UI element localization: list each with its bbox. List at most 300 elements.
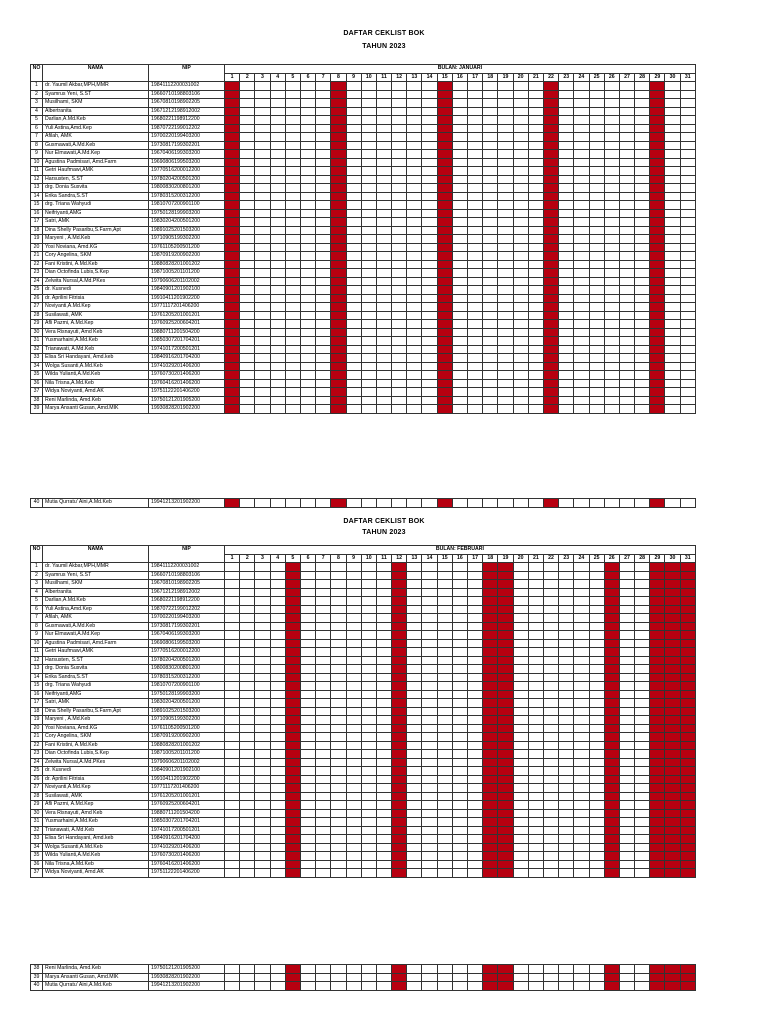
checklist-cell[interactable] (528, 826, 543, 835)
holiday-cell[interactable] (285, 597, 300, 606)
checklist-cell[interactable] (498, 294, 513, 303)
checklist-cell[interactable] (422, 294, 437, 303)
checklist-cell[interactable] (331, 784, 346, 793)
checklist-cell[interactable] (483, 82, 498, 91)
checklist-cell[interactable] (635, 175, 650, 184)
checklist-cell[interactable] (665, 252, 680, 261)
checklist-cell[interactable] (255, 622, 270, 631)
checklist-cell[interactable] (376, 784, 391, 793)
checklist-cell[interactable] (635, 260, 650, 269)
checklist-cell[interactable] (376, 209, 391, 218)
checklist-cell[interactable] (361, 116, 376, 125)
checklist-cell[interactable] (604, 107, 619, 116)
checklist-cell[interactable] (452, 209, 467, 218)
checklist-cell[interactable] (635, 201, 650, 210)
checklist-cell[interactable] (619, 218, 634, 227)
checklist-cell[interactable] (513, 192, 528, 201)
checklist-cell[interactable] (255, 733, 270, 742)
holiday-cell[interactable] (650, 243, 665, 252)
checklist-cell[interactable] (528, 784, 543, 793)
checklist-cell[interactable] (407, 277, 422, 286)
checklist-cell[interactable] (255, 580, 270, 589)
holiday-cell[interactable] (543, 252, 558, 261)
checklist-cell[interactable] (635, 656, 650, 665)
holiday-cell[interactable] (680, 639, 695, 648)
checklist-cell[interactable] (300, 260, 315, 269)
holiday-cell[interactable] (650, 90, 665, 99)
checklist-cell[interactable] (589, 639, 604, 648)
checklist-cell[interactable] (225, 818, 240, 827)
holiday-cell[interactable] (543, 337, 558, 346)
checklist-cell[interactable] (316, 99, 331, 108)
holiday-cell[interactable] (650, 184, 665, 193)
checklist-cell[interactable] (407, 605, 422, 614)
checklist-cell[interactable] (300, 716, 315, 725)
checklist-cell[interactable] (559, 982, 574, 991)
checklist-cell[interactable] (316, 597, 331, 606)
checklist-cell[interactable] (255, 354, 270, 363)
checklist-cell[interactable] (225, 588, 240, 597)
checklist-cell[interactable] (422, 499, 437, 508)
checklist-cell[interactable] (604, 354, 619, 363)
checklist-cell[interactable] (300, 707, 315, 716)
checklist-cell[interactable] (376, 835, 391, 844)
checklist-cell[interactable] (376, 201, 391, 210)
checklist-cell[interactable] (574, 809, 589, 818)
checklist-cell[interactable] (376, 294, 391, 303)
holiday-cell[interactable] (437, 269, 452, 278)
checklist-cell[interactable] (468, 218, 483, 227)
checklist-cell[interactable] (270, 965, 285, 974)
checklist-cell[interactable] (361, 733, 376, 742)
checklist-cell[interactable] (376, 588, 391, 597)
checklist-cell[interactable] (528, 388, 543, 397)
checklist-cell[interactable] (285, 116, 300, 125)
checklist-cell[interactable] (559, 277, 574, 286)
checklist-cell[interactable] (376, 690, 391, 699)
checklist-cell[interactable] (255, 328, 270, 337)
holiday-cell[interactable] (437, 362, 452, 371)
holiday-cell[interactable] (331, 107, 346, 116)
holiday-cell[interactable] (498, 605, 513, 614)
checklist-cell[interactable] (528, 150, 543, 159)
holiday-cell[interactable] (483, 750, 498, 759)
checklist-cell[interactable] (346, 869, 361, 878)
checklist-cell[interactable] (285, 184, 300, 193)
checklist-cell[interactable] (680, 150, 695, 159)
checklist-cell[interactable] (498, 371, 513, 380)
holiday-cell[interactable] (604, 622, 619, 631)
checklist-cell[interactable] (468, 965, 483, 974)
checklist-cell[interactable] (361, 597, 376, 606)
checklist-cell[interactable] (346, 158, 361, 167)
checklist-cell[interactable] (574, 656, 589, 665)
checklist-cell[interactable] (513, 775, 528, 784)
checklist-cell[interactable] (680, 201, 695, 210)
checklist-cell[interactable] (468, 371, 483, 380)
checklist-cell[interactable] (346, 973, 361, 982)
checklist-cell[interactable] (437, 648, 452, 657)
checklist-cell[interactable] (635, 362, 650, 371)
holiday-cell[interactable] (285, 860, 300, 869)
checklist-cell[interactable] (361, 982, 376, 991)
checklist-cell[interactable] (285, 209, 300, 218)
checklist-cell[interactable] (437, 588, 452, 597)
holiday-cell[interactable] (680, 580, 695, 589)
holiday-cell[interactable] (285, 648, 300, 657)
holiday-cell[interactable] (665, 758, 680, 767)
checklist-cell[interactable] (574, 260, 589, 269)
checklist-cell[interactable] (619, 588, 634, 597)
checklist-cell[interactable] (285, 192, 300, 201)
holiday-cell[interactable] (665, 835, 680, 844)
checklist-cell[interactable] (407, 622, 422, 631)
checklist-cell[interactable] (316, 682, 331, 691)
checklist-cell[interactable] (407, 184, 422, 193)
checklist-cell[interactable] (255, 252, 270, 261)
checklist-cell[interactable] (331, 639, 346, 648)
checklist-cell[interactable] (240, 184, 255, 193)
checklist-cell[interactable] (604, 379, 619, 388)
checklist-cell[interactable] (574, 150, 589, 159)
checklist-cell[interactable] (240, 337, 255, 346)
checklist-cell[interactable] (528, 809, 543, 818)
checklist-cell[interactable] (574, 801, 589, 810)
checklist-cell[interactable] (528, 588, 543, 597)
holiday-cell[interactable] (543, 82, 558, 91)
holiday-cell[interactable] (680, 869, 695, 878)
checklist-cell[interactable] (240, 209, 255, 218)
checklist-cell[interactable] (255, 563, 270, 572)
checklist-cell[interactable] (604, 286, 619, 295)
checklist-cell[interactable] (635, 682, 650, 691)
checklist-cell[interactable] (589, 860, 604, 869)
checklist-cell[interactable] (407, 707, 422, 716)
checklist-cell[interactable] (392, 90, 407, 99)
checklist-cell[interactable] (528, 405, 543, 414)
checklist-cell[interactable] (604, 303, 619, 312)
checklist-cell[interactable] (619, 639, 634, 648)
checklist-cell[interactable] (407, 690, 422, 699)
checklist-cell[interactable] (680, 320, 695, 329)
checklist-cell[interactable] (559, 252, 574, 261)
checklist-cell[interactable] (346, 707, 361, 716)
checklist-cell[interactable] (619, 605, 634, 614)
checklist-cell[interactable] (331, 648, 346, 657)
checklist-cell[interactable] (468, 141, 483, 150)
checklist-cell[interactable] (437, 699, 452, 708)
checklist-cell[interactable] (316, 818, 331, 827)
checklist-cell[interactable] (376, 818, 391, 827)
holiday-cell[interactable] (331, 362, 346, 371)
checklist-cell[interactable] (376, 252, 391, 261)
checklist-cell[interactable] (422, 107, 437, 116)
checklist-cell[interactable] (635, 605, 650, 614)
checklist-cell[interactable] (513, 141, 528, 150)
checklist-cell[interactable] (635, 622, 650, 631)
checklist-cell[interactable] (407, 767, 422, 776)
checklist-cell[interactable] (422, 260, 437, 269)
checklist-cell[interactable] (346, 775, 361, 784)
checklist-cell[interactable] (407, 243, 422, 252)
holiday-cell[interactable] (331, 167, 346, 176)
checklist-cell[interactable] (468, 758, 483, 767)
checklist-cell[interactable] (361, 286, 376, 295)
checklist-cell[interactable] (331, 843, 346, 852)
checklist-cell[interactable] (422, 388, 437, 397)
checklist-cell[interactable] (225, 631, 240, 640)
holiday-cell[interactable] (680, 792, 695, 801)
checklist-cell[interactable] (376, 116, 391, 125)
checklist-cell[interactable] (376, 371, 391, 380)
holiday-cell[interactable] (483, 965, 498, 974)
checklist-cell[interactable] (346, 665, 361, 674)
checklist-cell[interactable] (619, 396, 634, 405)
holiday-cell[interactable] (225, 150, 240, 159)
checklist-cell[interactable] (635, 396, 650, 405)
checklist-cell[interactable] (270, 741, 285, 750)
checklist-cell[interactable] (452, 192, 467, 201)
checklist-cell[interactable] (619, 733, 634, 742)
checklist-cell[interactable] (407, 379, 422, 388)
holiday-cell[interactable] (483, 835, 498, 844)
checklist-cell[interactable] (635, 277, 650, 286)
checklist-cell[interactable] (255, 673, 270, 682)
holiday-cell[interactable] (543, 226, 558, 235)
checklist-cell[interactable] (589, 580, 604, 589)
checklist-cell[interactable] (270, 396, 285, 405)
checklist-cell[interactable] (635, 133, 650, 142)
checklist-cell[interactable] (589, 396, 604, 405)
checklist-cell[interactable] (346, 133, 361, 142)
checklist-cell[interactable] (270, 218, 285, 227)
checklist-cell[interactable] (589, 328, 604, 337)
checklist-cell[interactable] (619, 758, 634, 767)
checklist-cell[interactable] (559, 158, 574, 167)
checklist-cell[interactable] (240, 580, 255, 589)
checklist-cell[interactable] (437, 682, 452, 691)
checklist-cell[interactable] (589, 99, 604, 108)
checklist-cell[interactable] (270, 499, 285, 508)
holiday-cell[interactable] (225, 243, 240, 252)
checklist-cell[interactable] (619, 141, 634, 150)
checklist-cell[interactable] (285, 235, 300, 244)
checklist-cell[interactable] (422, 379, 437, 388)
checklist-cell[interactable] (635, 707, 650, 716)
checklist-cell[interactable] (528, 724, 543, 733)
checklist-cell[interactable] (528, 869, 543, 878)
holiday-cell[interactable] (331, 277, 346, 286)
checklist-cell[interactable] (437, 605, 452, 614)
checklist-cell[interactable] (452, 614, 467, 623)
checklist-cell[interactable] (665, 192, 680, 201)
checklist-cell[interactable] (316, 758, 331, 767)
checklist-cell[interactable] (316, 201, 331, 210)
checklist-cell[interactable] (300, 345, 315, 354)
holiday-cell[interactable] (604, 835, 619, 844)
holiday-cell[interactable] (498, 622, 513, 631)
checklist-cell[interactable] (468, 337, 483, 346)
checklist-cell[interactable] (452, 605, 467, 614)
checklist-cell[interactable] (680, 209, 695, 218)
holiday-cell[interactable] (483, 605, 498, 614)
checklist-cell[interactable] (255, 597, 270, 606)
holiday-cell[interactable] (437, 184, 452, 193)
checklist-cell[interactable] (559, 499, 574, 508)
checklist-cell[interactable] (392, 201, 407, 210)
checklist-cell[interactable] (316, 150, 331, 159)
holiday-cell[interactable] (604, 648, 619, 657)
holiday-cell[interactable] (543, 277, 558, 286)
checklist-cell[interactable] (255, 818, 270, 827)
checklist-cell[interactable] (483, 201, 498, 210)
checklist-cell[interactable] (422, 665, 437, 674)
checklist-cell[interactable] (468, 784, 483, 793)
checklist-cell[interactable] (255, 682, 270, 691)
checklist-cell[interactable] (361, 328, 376, 337)
checklist-cell[interactable] (452, 982, 467, 991)
checklist-cell[interactable] (422, 965, 437, 974)
checklist-cell[interactable] (513, 226, 528, 235)
checklist-cell[interactable] (543, 682, 558, 691)
checklist-cell[interactable] (270, 792, 285, 801)
checklist-cell[interactable] (270, 767, 285, 776)
checklist-cell[interactable] (468, 792, 483, 801)
checklist-cell[interactable] (589, 631, 604, 640)
checklist-cell[interactable] (543, 792, 558, 801)
checklist-cell[interactable] (361, 767, 376, 776)
checklist-cell[interactable] (513, 286, 528, 295)
holiday-cell[interactable] (604, 965, 619, 974)
checklist-cell[interactable] (483, 286, 498, 295)
checklist-cell[interactable] (255, 741, 270, 750)
checklist-cell[interactable] (270, 337, 285, 346)
checklist-cell[interactable] (225, 843, 240, 852)
checklist-cell[interactable] (543, 665, 558, 674)
checklist-cell[interactable] (604, 320, 619, 329)
checklist-cell[interactable] (225, 750, 240, 759)
checklist-cell[interactable] (619, 631, 634, 640)
checklist-cell[interactable] (559, 716, 574, 725)
holiday-cell[interactable] (392, 665, 407, 674)
holiday-cell[interactable] (665, 614, 680, 623)
checklist-cell[interactable] (468, 167, 483, 176)
holiday-cell[interactable] (437, 133, 452, 142)
checklist-cell[interactable] (528, 707, 543, 716)
holiday-cell[interactable] (483, 852, 498, 861)
checklist-cell[interactable] (300, 741, 315, 750)
holiday-cell[interactable] (483, 982, 498, 991)
checklist-cell[interactable] (589, 167, 604, 176)
checklist-cell[interactable] (513, 167, 528, 176)
holiday-cell[interactable] (543, 141, 558, 150)
checklist-cell[interactable] (574, 588, 589, 597)
checklist-cell[interactable] (528, 99, 543, 108)
checklist-cell[interactable] (468, 665, 483, 674)
checklist-cell[interactable] (316, 133, 331, 142)
checklist-cell[interactable] (407, 303, 422, 312)
holiday-cell[interactable] (225, 184, 240, 193)
checklist-cell[interactable] (361, 260, 376, 269)
holiday-cell[interactable] (331, 354, 346, 363)
checklist-cell[interactable] (376, 192, 391, 201)
checklist-cell[interactable] (589, 835, 604, 844)
holiday-cell[interactable] (665, 869, 680, 878)
checklist-cell[interactable] (255, 665, 270, 674)
checklist-cell[interactable] (483, 354, 498, 363)
checklist-cell[interactable] (422, 158, 437, 167)
checklist-cell[interactable] (331, 699, 346, 708)
checklist-cell[interactable] (255, 184, 270, 193)
checklist-cell[interactable] (270, 631, 285, 640)
checklist-cell[interactable] (422, 690, 437, 699)
checklist-cell[interactable] (285, 354, 300, 363)
checklist-cell[interactable] (225, 852, 240, 861)
checklist-cell[interactable] (316, 801, 331, 810)
checklist-cell[interactable] (483, 396, 498, 405)
checklist-cell[interactable] (665, 226, 680, 235)
checklist-cell[interactable] (331, 665, 346, 674)
holiday-cell[interactable] (285, 707, 300, 716)
checklist-cell[interactable] (574, 82, 589, 91)
checklist-cell[interactable] (543, 673, 558, 682)
checklist-cell[interactable] (255, 107, 270, 116)
checklist-cell[interactable] (680, 133, 695, 142)
checklist-cell[interactable] (346, 405, 361, 414)
checklist-cell[interactable] (437, 631, 452, 640)
checklist-cell[interactable] (240, 371, 255, 380)
checklist-cell[interactable] (240, 379, 255, 388)
checklist-cell[interactable] (574, 982, 589, 991)
checklist-cell[interactable] (331, 741, 346, 750)
checklist-cell[interactable] (513, 388, 528, 397)
checklist-cell[interactable] (316, 843, 331, 852)
checklist-cell[interactable] (513, 354, 528, 363)
checklist-cell[interactable] (635, 826, 650, 835)
holiday-cell[interactable] (665, 826, 680, 835)
checklist-cell[interactable] (422, 835, 437, 844)
checklist-cell[interactable] (513, 362, 528, 371)
checklist-cell[interactable] (574, 614, 589, 623)
holiday-cell[interactable] (483, 631, 498, 640)
holiday-cell[interactable] (543, 286, 558, 295)
checklist-cell[interactable] (407, 571, 422, 580)
checklist-cell[interactable] (422, 860, 437, 869)
checklist-cell[interactable] (361, 133, 376, 142)
checklist-cell[interactable] (376, 150, 391, 159)
checklist-cell[interactable] (619, 852, 634, 861)
checklist-cell[interactable] (376, 499, 391, 508)
checklist-cell[interactable] (361, 801, 376, 810)
checklist-cell[interactable] (285, 499, 300, 508)
checklist-cell[interactable] (316, 716, 331, 725)
checklist-cell[interactable] (619, 269, 634, 278)
holiday-cell[interactable] (680, 982, 695, 991)
holiday-cell[interactable] (498, 741, 513, 750)
checklist-cell[interactable] (376, 741, 391, 750)
checklist-cell[interactable] (361, 294, 376, 303)
holiday-cell[interactable] (392, 571, 407, 580)
checklist-cell[interactable] (513, 116, 528, 125)
holiday-cell[interactable] (650, 639, 665, 648)
checklist-cell[interactable] (300, 150, 315, 159)
checklist-cell[interactable] (225, 665, 240, 674)
holiday-cell[interactable] (543, 371, 558, 380)
checklist-cell[interactable] (528, 311, 543, 320)
checklist-cell[interactable] (422, 337, 437, 346)
checklist-cell[interactable] (255, 99, 270, 108)
holiday-cell[interactable] (650, 499, 665, 508)
